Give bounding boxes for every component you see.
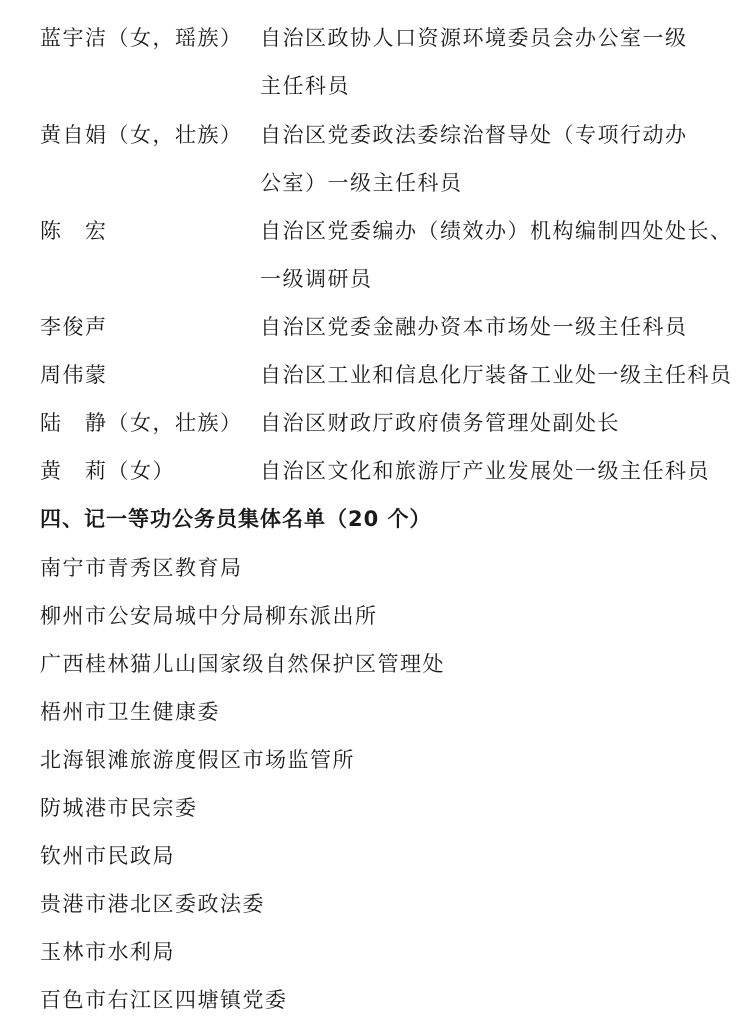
collective-name: 柳州市公安局城中分局柳东派出所 <box>40 604 378 628</box>
person-row-continuation <box>0 70 746 110</box>
person-row <box>0 215 746 255</box>
person-row <box>0 119 746 159</box>
collective-name: 防城港市民宗委 <box>40 796 198 820</box>
person-name: 周伟蒙 <box>40 363 108 387</box>
collective-name: 北海银滩旅游度假区市场监管所 <box>40 748 355 772</box>
person-title: 自治区工业和信息化厅装备工业处一级主任科员 <box>260 363 733 387</box>
person-row <box>0 311 746 351</box>
list-item <box>0 888 746 928</box>
collective-name: 广西桂林猫儿山国家级自然保护区管理处 <box>40 652 445 676</box>
person-title: 自治区党委政法委综治督导处（专项行动办 <box>260 123 688 147</box>
person-name: 陈 宏 <box>40 219 108 243</box>
list-item <box>0 600 746 640</box>
person-name: 黄 莉（女） <box>40 459 175 483</box>
person-row <box>0 359 746 399</box>
person-row <box>0 22 746 62</box>
list-item <box>0 696 746 736</box>
person-name: 陆 静（女，壮族） <box>40 411 243 435</box>
list-item <box>0 744 746 784</box>
person-row-continuation <box>0 263 746 303</box>
list-item <box>0 840 746 880</box>
collective-name: 百色市右江区四塘镇党委 <box>40 988 288 1012</box>
collective-name: 钦州市民政局 <box>40 844 175 868</box>
person-row <box>0 455 746 495</box>
person-row <box>0 407 746 447</box>
person-title: 自治区政协人口资源环境委员会办公室一级 <box>260 26 688 50</box>
list-item <box>0 984 746 1024</box>
person-title: 公室）一级主任科员 <box>260 171 463 195</box>
person-name: 李俊声 <box>40 315 108 339</box>
collective-name: 玉林市水利局 <box>40 940 175 964</box>
person-row-continuation <box>0 167 746 207</box>
section-heading-row <box>0 503 746 543</box>
person-name: 蓝宇洁（女，瑶族） <box>40 26 243 50</box>
person-title: 主任科员 <box>260 74 350 98</box>
section-heading: 四、记一等功公务员集体名单（20 个） <box>40 507 432 531</box>
person-title: 一级调研员 <box>260 267 373 291</box>
collective-name: 南宁市青秀区教育局 <box>40 556 243 580</box>
person-title: 自治区财政厅政府债务管理处副处长 <box>260 411 620 435</box>
list-item <box>0 792 746 832</box>
person-name: 黄自娟（女，壮族） <box>40 123 243 147</box>
list-item <box>0 552 746 592</box>
person-title: 自治区党委编办（绩效办）机构编制四处处长、 <box>260 219 733 243</box>
list-item <box>0 936 746 976</box>
person-title: 自治区党委金融办资本市场处一级主任科员 <box>260 315 688 339</box>
collective-name: 梧州市卫生健康委 <box>40 700 220 724</box>
person-title: 自治区文化和旅游厅产业发展处一级主任科员 <box>260 459 710 483</box>
collective-name: 贵港市港北区委政法委 <box>40 892 265 916</box>
list-item <box>0 648 746 688</box>
